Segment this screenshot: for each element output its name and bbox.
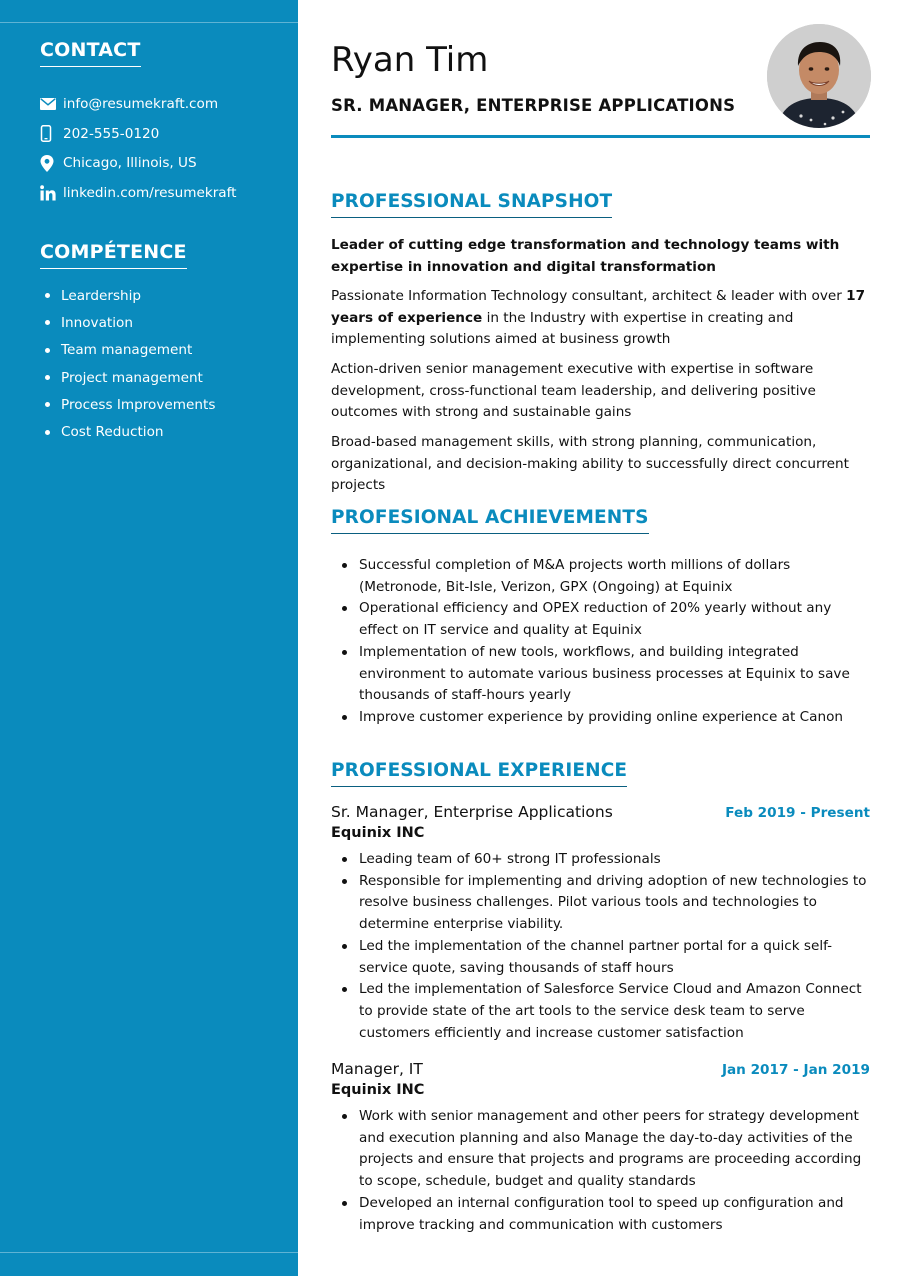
- contact-location-text: Chicago, Illinois, US: [63, 155, 197, 172]
- skill-label: Innovation: [61, 314, 133, 331]
- skill-label: Project management: [61, 369, 203, 386]
- contact-phone-text: 202-555-0120: [63, 125, 160, 142]
- snapshot-heading: PROFESSIONAL SNAPSHOT: [331, 191, 612, 218]
- achievements-heading: PROFESIONAL ACHIEVEMENTS: [331, 507, 649, 534]
- contact-phone[interactable]: [40, 119, 237, 149]
- skill-item: [40, 418, 215, 445]
- responsibility-item: Led the implementation of Salesforce Service Cloud and Amazon Connect to provide state of the art tools to the service desk team to serve customers efficiently and increase customer satisfaction: [331, 979, 870, 1044]
- sidebar-top-rule: [0, 22, 298, 23]
- contact-email-text: info@resumekraft.com: [63, 95, 219, 112]
- skill-item: [40, 282, 215, 309]
- job-company: Equinix INC: [331, 1082, 425, 1098]
- job-company: Equinix INC: [331, 825, 425, 841]
- achievement-item: Operational efficiency and OPEX reduction of 20% yearly without any effect on IT service and quality at Equinix: [331, 598, 870, 641]
- skill-item: [40, 391, 215, 418]
- bullet-icon: [45, 320, 50, 325]
- skill-label: Process Improvements: [61, 396, 216, 413]
- contact-location: [40, 148, 237, 178]
- responsibility-item: Work with senior management and other peers for strategy development and execution planning and also Manage the day-to-day activities of the projects and ensure that projects and programs are proceeding according to scope, schedule, budget and quality standards: [331, 1106, 870, 1193]
- snapshot-lead: Leader of cutting edge transformation and technology teams with expertise in innovation and digital transformation: [331, 237, 840, 275]
- bullet-icon: [45, 348, 50, 353]
- job-responsibilities: [331, 849, 870, 1044]
- phone-icon: [40, 125, 63, 143]
- job-dates: Feb 2019 - Present: [725, 805, 870, 821]
- responsibility-item: Responsible for implementing and driving adoption of new technologies to resolve business challenges. Pilot various tools and technologies to determine enterprise viability.: [331, 871, 870, 936]
- snapshot-paragraph-2: Action-driven senior management executive with expertise in software development, cross-functional team leadership, and delivering positive outcomes with strong and sustainable gains: [331, 361, 816, 421]
- responsibility-item: Led the implementation of the channel partner portal for a quick self-service quote, saving thousands of staff hours: [331, 936, 870, 979]
- job-header: [331, 803, 870, 825]
- contact-email[interactable]: [40, 89, 237, 119]
- location-pin-icon: [40, 154, 63, 172]
- job-title: Manager, IT: [331, 1060, 423, 1078]
- candidate-title: SR. MANAGER, ENTERPRISE APPLICATIONS: [331, 96, 736, 115]
- job-dates: Jan 2017 - Jan 2019: [721, 1062, 870, 1078]
- snapshot-p1-text-end: in the Industry with expertise in creating and implementing solutions aimed at business growth: [331, 309, 794, 348]
- contact-heading: CONTACT: [40, 39, 141, 67]
- skill-item: [40, 309, 215, 336]
- sidebar: [0, 0, 298, 1276]
- sidebar-bottom-rule: [0, 1252, 298, 1253]
- snapshot-paragraph-3: Broad-based management skills, with strong planning, communication, organizational, and decision-making ability to successfully direct concurrent projects: [331, 434, 849, 494]
- experience-heading: PROFESSIONAL EXPERIENCE: [331, 760, 627, 787]
- job-header: [331, 1060, 870, 1082]
- bullet-icon: [45, 402, 50, 407]
- bullet-icon: [45, 293, 50, 298]
- email-icon: [40, 95, 63, 113]
- achievements-list: [331, 555, 870, 729]
- skills-heading: COMPÉTENCE: [40, 241, 187, 269]
- skills-list: [40, 282, 215, 446]
- skill-label: Team management: [61, 342, 193, 359]
- achievement-item: Improve customer experience by providing online experience at Canon: [331, 707, 870, 729]
- snapshot-p1-highlight: 17 years of experience: [331, 288, 866, 326]
- candidate-name: Ryan Tim: [331, 40, 489, 80]
- responsibility-item: Leading team of 60+ strong IT professionals: [331, 849, 870, 871]
- responsibility-item: Developed an internal configuration tool to speed up configuration and improve tracking and communication with customers: [331, 1193, 870, 1236]
- bullet-icon: [45, 375, 50, 380]
- header-divider: [331, 135, 870, 138]
- job-title: Sr. Manager, Enterprise Applications: [331, 803, 613, 821]
- achievement-item: Successful completion of M&A projects worth millions of dollars (Metronode, Bit-Isle, Verizon, GPX (Ongoing) at Equinix: [331, 555, 870, 598]
- contact-linkedin[interactable]: [40, 178, 237, 208]
- contact-linkedin-text: linkedin.com/resumekraft: [63, 184, 237, 201]
- skill-item: [40, 364, 215, 391]
- skill-label: Leardership: [61, 287, 142, 304]
- skill-label: Cost Reduction: [61, 424, 164, 441]
- contact-list: [40, 89, 237, 208]
- job-responsibilities: [331, 1106, 870, 1236]
- snapshot-p1-text: Passionate Information Technology consultant, architect & leader with over: [331, 288, 847, 304]
- bullet-icon: [45, 430, 50, 435]
- achievement-item: Implementation of new tools, workflows, and building integrated environment to automate various business processes at Equinix to save thousands of staff-hours yearly: [331, 642, 870, 707]
- linkedin-icon: [40, 184, 63, 202]
- skill-item: [40, 337, 215, 364]
- profile-photo: [767, 24, 871, 128]
- snapshot-paragraph-1: [331, 286, 870, 351]
